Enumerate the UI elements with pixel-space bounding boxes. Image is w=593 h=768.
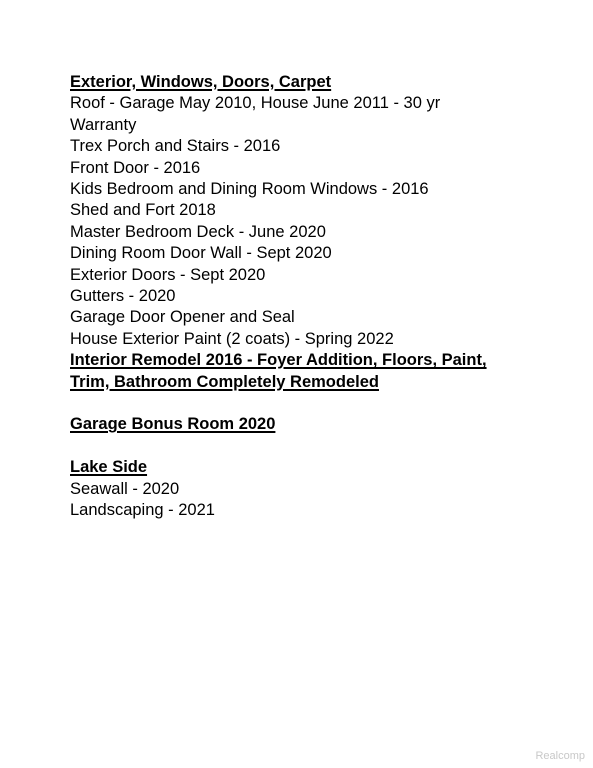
list-item: Shed and Fort 2018 xyxy=(70,201,216,220)
list-item: Gutters - 2020 xyxy=(70,287,176,306)
list-item: Dining Room Door Wall - Sept 2020 xyxy=(70,244,332,263)
watermark: Realcomp xyxy=(535,750,585,762)
document-body xyxy=(70,72,570,522)
section-heading-lake-side: Lake Side xyxy=(70,458,148,477)
list-item: Garage Door Opener and Seal xyxy=(70,308,295,327)
list-item: House Exterior Paint (2 coats) - Spring 2022 xyxy=(70,329,394,348)
section-heading-exterior: Exterior, Windows, Doors, Carpet xyxy=(70,73,332,91)
list-item: Trex Porch and Stairs - 2016 xyxy=(70,137,281,156)
list-item: Kids Bedroom and Dining Room Windows - 2016 xyxy=(70,180,429,199)
list-item: Front Door - 2016 xyxy=(70,158,201,177)
section-heading-interior-line2: Trim, Bathroom Completely Remodeled xyxy=(70,372,379,391)
list-item: Warranty xyxy=(70,115,137,134)
list-item: Landscaping - 2021 xyxy=(70,501,215,520)
spacer xyxy=(70,393,570,414)
list-item: Seawall - 2020 xyxy=(70,479,180,498)
section-heading-garage: Garage Bonus Room 2020 xyxy=(70,415,276,434)
section-heading-interior-line1: Interior Remodel 2016 - Foyer Addition, Floors, Paint, xyxy=(70,351,487,370)
list-item: Exterior Doors - Sept 2020 xyxy=(70,265,266,284)
list-item: Master Bedroom Deck - June 2020 xyxy=(70,222,326,241)
spacer xyxy=(70,436,570,457)
list-item: Roof - Garage May 2010, House June 2011 - 30 yr xyxy=(70,94,441,113)
